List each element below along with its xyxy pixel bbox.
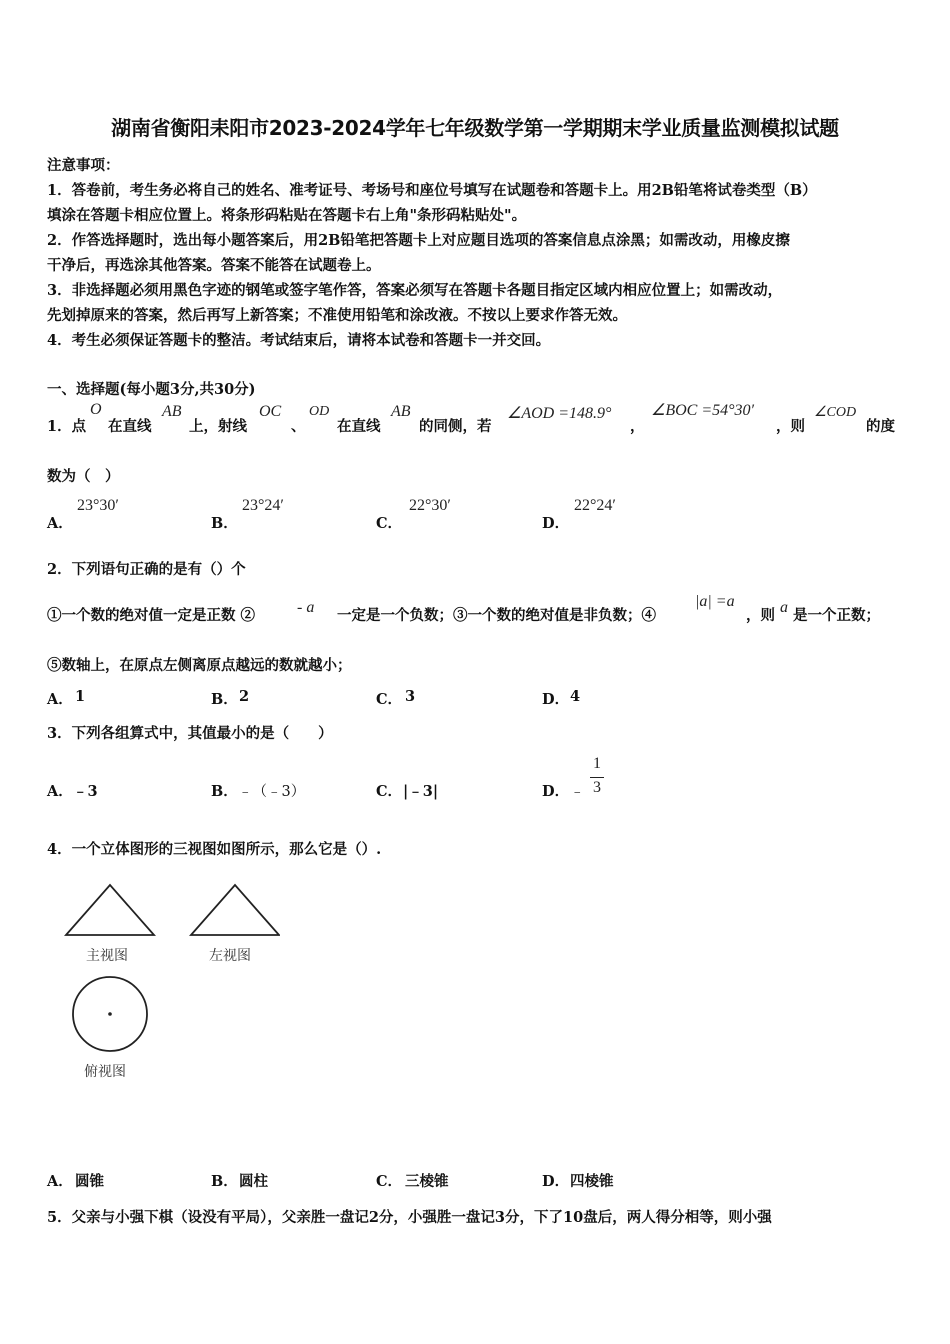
q3-option-c: |﹣3| [403, 783, 439, 800]
q1-text: 在直线 [337, 418, 381, 435]
q2-option-d: 4 [570, 688, 581, 705]
q2-option-a-label: A． [47, 691, 73, 708]
q1-text: 1．点 [47, 418, 87, 435]
q2-abs-eq: |a| =a [695, 593, 735, 610]
q2-stem: 2．下列语句正确的是有（）个 [47, 561, 246, 578]
q1-option-a: 23°30′ [77, 497, 119, 514]
q4-option-d: 四棱锥 [570, 1173, 614, 1190]
top-view-center-dot [108, 1012, 112, 1016]
q4-views-figure [60, 878, 280, 948]
q2-text: ①一个数的绝对值一定是正数 ② [47, 607, 256, 624]
notice-line: 3．非选择题必须用黑色字迹的钢笔或签字笔作答，答案必须写在答题卡各题目指定区域内相应位置上；如需改动， [47, 282, 783, 299]
q1-text: 在直线 [108, 418, 152, 435]
q1-angle-cod: ∠COD [814, 405, 857, 420]
q4-option-b: 圆柱 [239, 1173, 268, 1190]
q2-option-c: 3 [405, 688, 416, 705]
q1-ray-od: OD [309, 404, 330, 419]
q1-option-b-label: B． [211, 515, 238, 532]
q4-option-a-label: A． [47, 1173, 73, 1190]
q5-stem: 5．父亲与小强下棋（设没有平局），父亲胜一盘记2分，小强胜一盘记3分，下了10盘后，两人得分相等，则小强 [47, 1209, 772, 1226]
notice-heading: 注意事项： [47, 157, 120, 174]
q1-option-d: 22°24′ [574, 497, 616, 514]
q1-option-c: 22°30′ [409, 497, 451, 514]
notice-line: 填涂在答题卡相应位置上。将条形码粘贴在答题卡右上角"条形码粘贴处"。 [47, 207, 527, 224]
q1-text: 的同侧，若 [419, 418, 492, 435]
q4-option-a: 圆锥 [75, 1173, 104, 1190]
top-view-figure [66, 976, 156, 1066]
q1-line-ab: AB [162, 403, 182, 420]
notice-line: 4．考生必须保证答题卡的整洁。考试结束后，请将本试卷和答题卡一并交回。 [47, 332, 551, 349]
q2-option-d-label: D． [542, 691, 570, 708]
q1-text: 上，射线 [189, 418, 247, 435]
q2-neg-a: - a [297, 599, 315, 616]
q1-text: 数为（ ） [47, 468, 120, 485]
q3-stem: 3．下列各组算式中，其值最小的是（ ） [47, 725, 333, 742]
fraction-bar [590, 777, 604, 778]
q3-frac-denominator: 3 [593, 779, 601, 796]
page-title: 湖南省衡阳耒阳市2023-2024学年七年级数学第一学期期末学业质量监测模拟试题 [111, 116, 839, 140]
top-view-caption: 俯视图 [84, 1064, 126, 1080]
q1-point-o: O [90, 401, 102, 418]
q2-text: ⑤数轴上，在原点左侧离原点越远的数就越小； [47, 657, 352, 674]
q2-text: 一定是一个负数；③一个数的绝对值是非负数；④ [337, 607, 656, 624]
q2-var-a: a [780, 599, 788, 616]
q3-option-d-label: D． [542, 783, 570, 800]
q1-option-d-label: D． [542, 515, 570, 532]
q3-option-b: ﹣（﹣3） [238, 784, 306, 800]
q4-stem: 4．一个立体图形的三视图如图所示，那么它是（）. [47, 841, 382, 858]
notice-line: 2．作答选择题时，选出每小题答案后，用2B铅笔把答题卡上对应题目选项的答案信息点涂黑；如需改动，用橡皮擦 [47, 232, 790, 249]
q1-text: 、 [291, 418, 306, 435]
front-view-triangle [66, 885, 154, 935]
q2-text: ，则 [746, 607, 775, 624]
notice-line: 先划掉原来的答案，然后再写上新答案；不准使用铅笔和涂改液。不按以上要求作答无效。 [47, 307, 627, 324]
q3-option-d: ﹣ [570, 784, 585, 800]
q2-option-b-label: B． [211, 691, 238, 708]
q1-line-ab: AB [391, 403, 411, 420]
q2-text: 是一个正数； [793, 607, 880, 624]
q1-text: ， [630, 418, 645, 435]
q2-option-a: 1 [75, 688, 86, 705]
q3-option-a-label: A． [47, 783, 73, 800]
q3-option-c-label: C． [376, 783, 403, 800]
q3-option-b-label: B． [211, 783, 238, 800]
q2-option-b: 2 [239, 688, 250, 705]
q4-option-b-label: B． [211, 1173, 238, 1190]
q2-option-c-label: C． [376, 691, 403, 708]
left-view-triangle [191, 885, 279, 935]
q3-frac-numerator: 1 [593, 755, 601, 772]
q1-text: ，则 [776, 418, 805, 435]
notice-line: 干净后，再选涂其他答案。答案不能答在试题卷上。 [47, 257, 381, 274]
q1-angle-aod: ∠AOD =148.9° [507, 405, 612, 422]
left-view-caption: 左视图 [209, 948, 251, 964]
q1-option-c-label: C． [376, 515, 403, 532]
front-view-caption: 主视图 [86, 948, 128, 964]
q1-option-a-label: A． [47, 515, 73, 532]
q1-angle-boc: ∠BOC =54°30′ [651, 402, 755, 419]
q1-option-b: 23°24′ [242, 497, 284, 514]
q4-option-c: 三棱锥 [405, 1173, 449, 1190]
section-heading: 一、选择题(每小题3分,共30分) [47, 381, 256, 398]
q4-option-d-label: D． [542, 1173, 570, 1190]
q1-text: 的度 [866, 418, 895, 435]
q4-option-c-label: C． [376, 1173, 403, 1190]
q3-option-a: ﹣3 [73, 783, 98, 800]
q1-ray-oc: OC [259, 403, 282, 420]
notice-line: 1．答卷前，考生务必将自己的姓名、准考证号、考场号和座位号填写在试题卷和答题卡上。用2B铅笔将试卷类型（B） [47, 182, 817, 199]
